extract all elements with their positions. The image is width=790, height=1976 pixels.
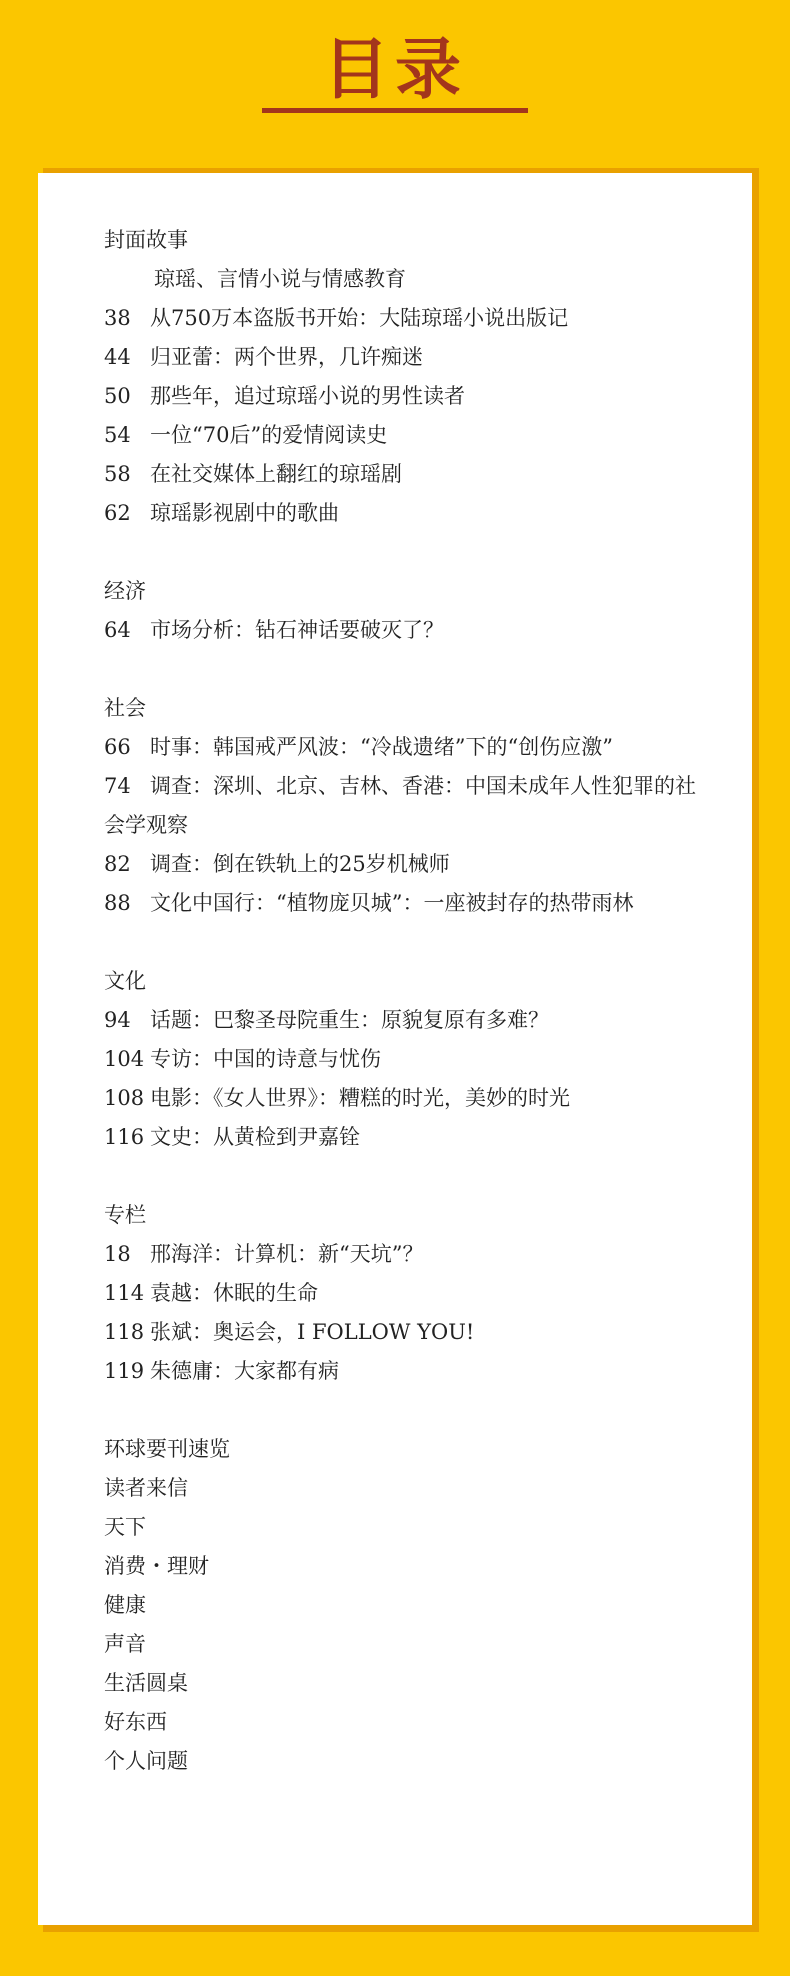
- toc-entry[interactable]: [104, 611, 716, 650]
- entry-title: 那些年，追过琼瑶小说的男性读者: [150, 384, 465, 408]
- toc-entry[interactable]: [104, 1079, 716, 1118]
- page-number: 116: [104, 1125, 145, 1149]
- table-of-contents: [104, 221, 716, 1781]
- entry-title: 文史：从黄检到尹嘉铨: [150, 1125, 360, 1149]
- toc-entry[interactable]: [104, 377, 716, 416]
- page-number: 50: [104, 384, 131, 408]
- page-number: 62: [104, 501, 131, 525]
- section-society: [104, 689, 716, 923]
- section-economy: [104, 572, 716, 650]
- entry-title: 一位“70后”的爱情阅读史: [150, 423, 388, 447]
- page-number: 58: [104, 462, 131, 486]
- regular-item[interactable]: 生活圆桌: [104, 1671, 188, 1695]
- regular-item[interactable]: 声音: [104, 1632, 146, 1656]
- toc-entry[interactable]: [104, 884, 716, 923]
- entry-title: 归亚蕾：两个世界，几许痴迷: [150, 345, 423, 369]
- entry-title: 专访：中国的诗意与忧伤: [150, 1047, 381, 1071]
- entry-title: 市场分析：钻石神话要破灭了？: [150, 618, 444, 642]
- toc-entry[interactable]: [104, 767, 716, 845]
- section-culture: [104, 962, 716, 1157]
- cover-story-lead[interactable]: 琼瑶、言情小说与情感教育: [154, 267, 406, 291]
- section-cover-story: [104, 221, 716, 533]
- page-number: 118: [104, 1320, 145, 1344]
- toc-entry[interactable]: [104, 1040, 716, 1079]
- toc-entry[interactable]: [104, 845, 716, 884]
- regular-item[interactable]: 环球要刊速览: [104, 1437, 230, 1461]
- regular-item[interactable]: 天下: [104, 1515, 146, 1539]
- page-number: 94: [104, 1008, 131, 1032]
- toc-entry[interactable]: [104, 1313, 716, 1352]
- toc-entry[interactable]: [104, 728, 716, 767]
- page-number: 82: [104, 852, 131, 876]
- entry-title: 邢海洋：计算机：新“天坑”？: [150, 1242, 424, 1266]
- page-number: 38: [104, 306, 131, 330]
- entry-title: 调查：倒在铁轨上的25岁机械师: [150, 852, 450, 876]
- entry-title: 文化中国行：“植物庞贝城”：一座被封存的热带雨林: [150, 891, 634, 915]
- page-number: 114: [104, 1281, 145, 1305]
- regular-item[interactable]: 消费・理财: [104, 1554, 209, 1578]
- toc-entry[interactable]: [104, 1118, 716, 1157]
- regular-item[interactable]: 读者来信: [104, 1476, 188, 1500]
- title-underline: [262, 108, 528, 113]
- entry-title: 朱德庸：大家都有病: [150, 1359, 339, 1383]
- section-title: 封面故事: [104, 228, 188, 252]
- page-number: 104: [104, 1047, 145, 1071]
- entry-title: 在社交媒体上翻红的琼瑶剧: [150, 462, 402, 486]
- entry-title: 从750万本盗版书开始：大陆琼瑶小说出版记: [150, 306, 569, 330]
- entry-title: 话题：巴黎圣母院重生：原貌复原有多难？: [150, 1008, 549, 1032]
- entry-title: 电影：《女人世界》：糟糕的时光，美妙的时光: [150, 1086, 570, 1110]
- toc-entry[interactable]: [104, 1352, 716, 1391]
- section-title: 文化: [104, 969, 146, 993]
- toc-entry[interactable]: [104, 338, 716, 377]
- page-number: 64: [104, 618, 131, 642]
- section-columns: [104, 1196, 716, 1391]
- page-number: 44: [104, 345, 131, 369]
- regular-item[interactable]: 个人问题: [104, 1749, 188, 1773]
- page-number: 74: [104, 774, 131, 798]
- section-regulars: [104, 1430, 716, 1781]
- regular-item[interactable]: 好东西: [104, 1710, 167, 1734]
- entry-title: 袁越：休眠的生命: [150, 1281, 318, 1305]
- section-title: 经济: [104, 579, 146, 603]
- toc-entry[interactable]: [104, 299, 716, 338]
- toc-entry[interactable]: [104, 1001, 716, 1040]
- toc-entry[interactable]: [104, 1235, 716, 1274]
- toc-entry[interactable]: [104, 455, 716, 494]
- toc-entry[interactable]: [104, 494, 716, 533]
- page-number: 66: [104, 735, 131, 759]
- section-title: 社会: [104, 696, 146, 720]
- toc-entry[interactable]: [104, 1274, 716, 1313]
- entry-title: 调查：深圳、北京、吉林、香港：中国未成年人性犯罪的社会学观察: [104, 774, 696, 837]
- page-number: 18: [104, 1242, 131, 1266]
- entry-title: 时事：韩国戒严风波：“冷战遗绪”下的“创伤应激”: [150, 735, 613, 759]
- regular-item[interactable]: 健康: [104, 1593, 146, 1617]
- page-number: 54: [104, 423, 131, 447]
- toc-entry[interactable]: [104, 416, 716, 455]
- entry-title: 琼瑶影视剧中的歌曲: [150, 501, 339, 525]
- page-number: 88: [104, 891, 131, 915]
- page-number: 119: [104, 1359, 145, 1383]
- section-title: 专栏: [104, 1203, 146, 1227]
- page-title: 目录: [323, 31, 467, 108]
- entry-title: 张斌：奥运会，I FOLLOW YOU!: [150, 1320, 475, 1344]
- page-number: 108: [104, 1086, 145, 1110]
